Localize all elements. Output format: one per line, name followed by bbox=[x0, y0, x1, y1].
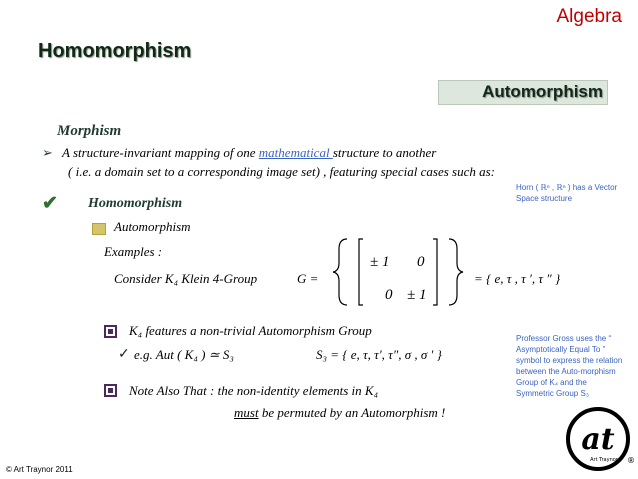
square-bullet-icon bbox=[104, 325, 117, 338]
check-bullet-icon: ✔ bbox=[42, 193, 58, 214]
mathematical-link[interactable]: mathematical bbox=[258, 145, 333, 160]
definition-text-pre: A structure-invariant mapping of one bbox=[62, 145, 259, 160]
logo-text: at bbox=[581, 422, 615, 457]
slide-title: Homomorphism bbox=[38, 40, 192, 62]
matrix-cell-11: ± 1 bbox=[370, 254, 390, 270]
outer-right-brace bbox=[449, 239, 463, 305]
g-equals: G = bbox=[297, 271, 319, 286]
example-line: e.g. Aut ( K₄ ) ≃ S₃ bbox=[134, 347, 234, 362]
registered-mark: ® bbox=[627, 456, 635, 465]
morphism-heading: Morphism bbox=[57, 123, 122, 139]
arrow-bullet-icon: ➢ bbox=[42, 145, 53, 160]
copyright: © Art Traynor 2011 bbox=[6, 465, 73, 474]
side-note-horn: Horn ( ℝⁿ , ℝⁿ ) has a Vector Space structure bbox=[516, 183, 618, 203]
definition-line-2: ( i.e. a domain set to a corresponding image set) , featuring special cases such as: bbox=[68, 164, 496, 179]
automorphism-banner bbox=[438, 80, 608, 105]
underlined-must: must bbox=[234, 405, 259, 420]
side-note-gross: Professor Gross uses the “ Asymptotically Equal To ” symbol to express the relation between the Auto-morphism Group of K₄ and the Symmetric Group S₃ bbox=[516, 334, 623, 398]
square-bullet-icon bbox=[104, 384, 117, 397]
set-equals: = { e, τ , τ ′, τ ″ } bbox=[474, 271, 561, 286]
k4-automorphism-line: K₄ features a non-trivial Automorphism Group bbox=[129, 323, 372, 338]
logo-subtext: Art Traynor bbox=[590, 457, 618, 463]
matrix-brackets bbox=[333, 237, 463, 307]
definition-text-post: structure to another bbox=[332, 145, 437, 160]
note-line-2-rest: be permuted by an Automorphism ! bbox=[258, 405, 446, 420]
logo-icon bbox=[566, 405, 634, 473]
outer-left-brace bbox=[333, 239, 347, 305]
matrix-cell-12: 0 bbox=[417, 254, 425, 270]
inner-right-bracket bbox=[433, 239, 437, 305]
s3-set-line: S₃ = { e, τ, τ′, τ″, σ , σ ′ } bbox=[316, 347, 442, 362]
automorphism-label: Automorphism bbox=[114, 219, 191, 234]
examples-label: Examples : bbox=[104, 244, 163, 259]
inner-left-bracket bbox=[359, 239, 363, 305]
definition-line-1 bbox=[62, 145, 436, 161]
consider-line: Consider K₄ Klein 4-Group bbox=[114, 271, 258, 286]
matrix-cell-21: 0 bbox=[385, 287, 393, 303]
homomorphism-label: Homomorphism bbox=[88, 196, 183, 211]
matrix-cell-22: ± 1 bbox=[407, 287, 427, 303]
note-line-2 bbox=[234, 405, 445, 421]
checkmark-icon: ✓ bbox=[118, 347, 130, 362]
square-bullet-icon bbox=[92, 223, 106, 235]
note-line-1: Note Also That : the non-identity elements in K₄ bbox=[129, 383, 379, 398]
header-title: Algebra bbox=[556, 6, 622, 27]
banner-label: Automorphism bbox=[482, 82, 603, 101]
